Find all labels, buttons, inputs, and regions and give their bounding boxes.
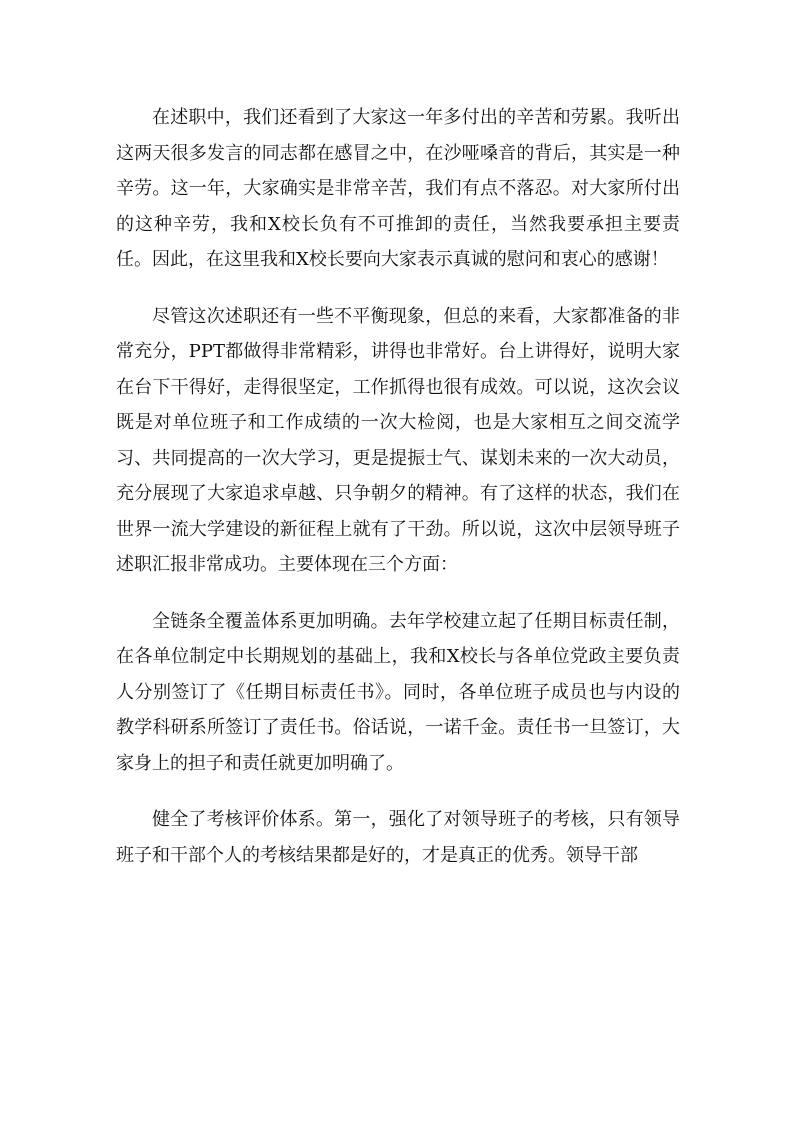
document-body [116,100,680,873]
paragraph-summary: 尽管这次述职还有一些不平衡现象，但总的来看，大家都准备的非常充分，PPT都做得非常精彩，讲得也非常好。台上讲得好，说明大家在台下干得好，走得很坚定，工作抓得也很有成效。可以说，这次会议既是对单位班子和工作成绩的一次大检阅，也是大家相互之间交流学习、共同提高的一次大学习，更是提振士气、谋划未来的一次大动员，充分展现了大家追求卓越、只争朝夕的精神。有了这样的状态，我们在世界一流大学建设的新征程上就有了干劲。所以说，这次中层领导班子述职汇报非常成功。主要体现在三个方面： [116,305,680,575]
paragraph-condolence: 在述职中，我们还看到了大家这一年多付出的辛苦和劳累。我听出这两天很多发言的同志都在感冒之中，在沙哑嗓音的背后，其实是一种辛劳。这一年，大家确实是非常辛苦，我们有点不落忍。对大家所付出的这种辛劳，我和X校长负有不可推卸的责任，当然我要承担主要责任。因此，在这里我和X校长要向大家表示真诚的慰问和衷心的感谢！ [116,107,680,270]
paragraph-responsibility-system: 全链条全覆盖体系更加明确。去年学校建立起了任期目标责任制，在各单位制定中长期规划的基础上，我和X校长与各单位党政主要负责人分别签订了《任期目标责任书》。同时，各单位班子成员也与内设的教学科研系所签订了责任书。俗话说，一诺千金。责任书一旦签订，大家身上的担子和责任就更加明确了。 [116,610,680,774]
paragraph-evaluation-system: 健全了考核评价体系。第一，强化了对领导班子的考核，只有领导班子和干部个人的考核结果都是好的，才是真正的优秀。领导干部 [116,809,680,866]
